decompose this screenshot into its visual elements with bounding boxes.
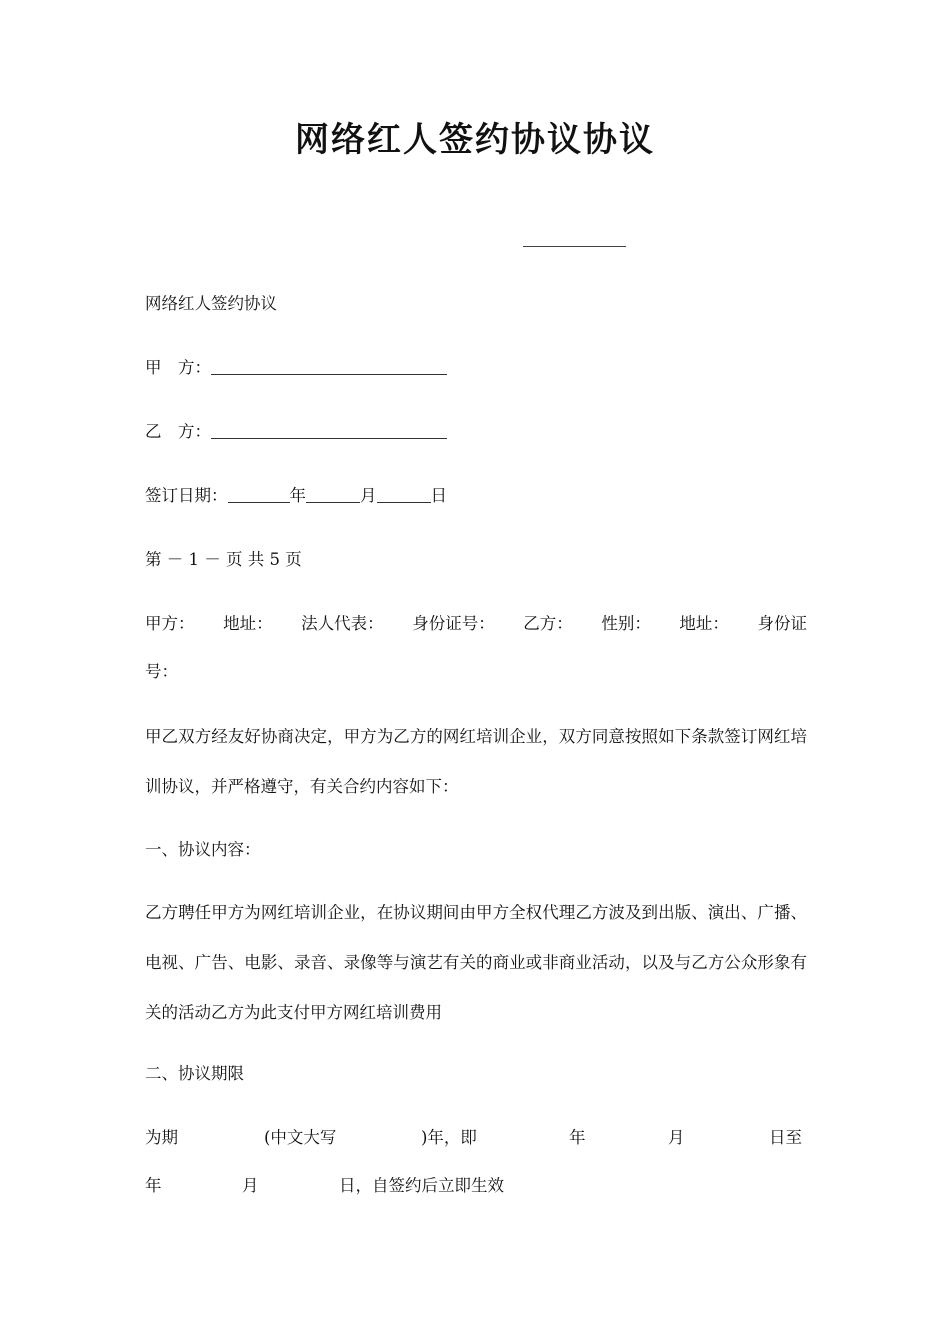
section1-heading: 一、协议内容：	[145, 840, 261, 859]
party-b-line	[145, 420, 447, 444]
info-fields-row	[145, 612, 807, 636]
info-field: 性别：	[601, 614, 651, 633]
sign-year-label: 年	[289, 486, 306, 505]
term-text: )年，即	[421, 1128, 477, 1147]
document-title: 网络红人签约协议协议	[295, 120, 655, 160]
party-a-blank[interactable]	[211, 356, 447, 375]
party-b-blank[interactable]	[211, 420, 447, 439]
info-field: 甲方：	[145, 614, 195, 633]
sign-month-blank[interactable]	[306, 484, 360, 503]
term-text: 月	[242, 1176, 259, 1195]
info-field: 地址：	[223, 614, 273, 633]
info-field: 身份证	[757, 614, 807, 633]
sign-month-label: 月	[360, 486, 377, 505]
term-text: 日，自签约后立即生效	[339, 1176, 504, 1195]
info-field: 法人代表：	[301, 614, 384, 633]
info-fields-continuation: 号：	[145, 662, 178, 681]
term-text: 为期	[145, 1128, 178, 1147]
section1-body: 乙方聘任甲方为网红培训企业，在协议期间由甲方全权代理乙方波及到出版、演出、广播、电视、广告、电影、录音、录像等与演艺有关的商业或非商业活动，以及与乙方公众形象有关的活动乙方为此支付甲方网红培训费用	[145, 903, 807, 1022]
subtitle: 网络红人签约协议	[145, 294, 277, 313]
sign-date-line	[145, 484, 447, 508]
term-text: 月	[668, 1128, 685, 1147]
sign-day-blank[interactable]	[377, 484, 431, 503]
party-a-label: 甲 方：	[145, 358, 211, 377]
party-a-line	[145, 356, 447, 380]
info-field: 乙方：	[523, 614, 573, 633]
intro-paragraph: 甲乙双方经友好协商决定，甲方为乙方的网红培训企业，双方同意按照如下条款签订网红培训协议，并严格遵守，有关合约内容如下：	[145, 727, 807, 796]
sign-year-blank[interactable]	[228, 484, 290, 503]
sign-date-label: 签订日期：	[145, 486, 228, 505]
page-info: 第 － 1 － 页 共 5 页	[145, 550, 302, 569]
section2-heading: 二、协议期限	[145, 1064, 244, 1083]
term-text: 年	[569, 1128, 586, 1147]
info-field: 地址：	[679, 614, 729, 633]
term-text: (中文大写	[264, 1128, 337, 1147]
party-b-label: 乙 方：	[145, 422, 211, 441]
term-text: 日至	[769, 1128, 802, 1147]
term-text: 年	[145, 1176, 162, 1195]
sign-day-label: 日	[430, 486, 447, 505]
title-underline	[523, 246, 626, 247]
info-field: 身份证号：	[412, 614, 495, 633]
